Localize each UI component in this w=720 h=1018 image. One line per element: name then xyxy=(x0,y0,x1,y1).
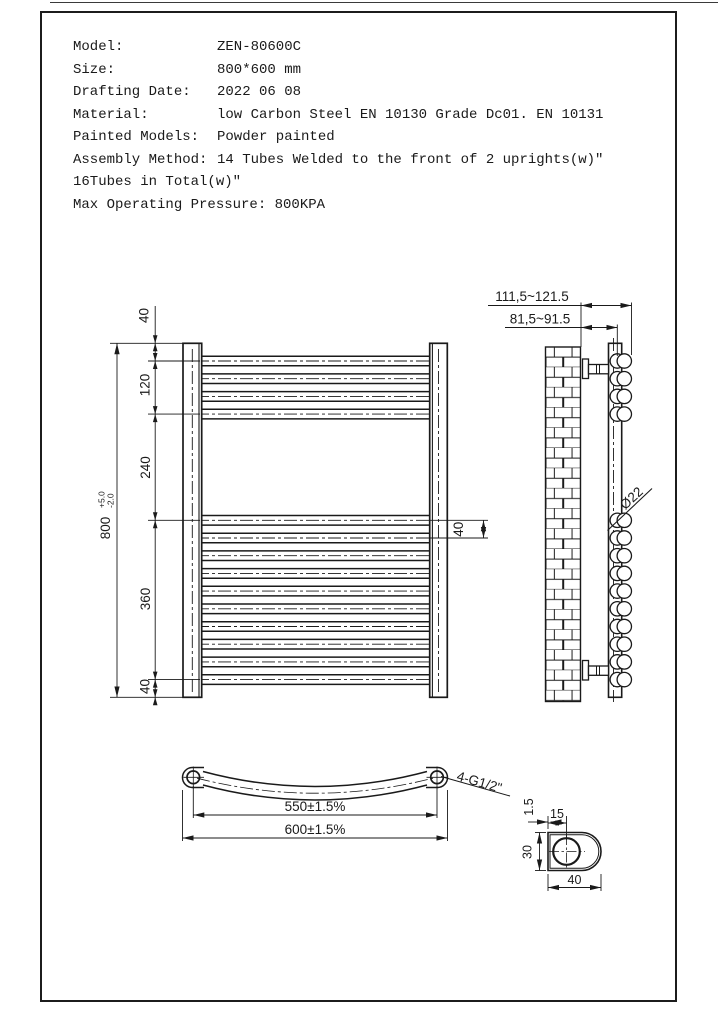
spec-label: Painted Models: xyxy=(73,129,200,145)
detail-dimensions xyxy=(528,816,601,891)
spec-note-line: 16Tubes in Total(w)" xyxy=(73,174,242,190)
spec-value: 800*600 mm xyxy=(217,61,302,78)
plan-curved-tube xyxy=(197,772,433,801)
dim-40-label: 40 xyxy=(567,873,582,887)
spec-value: low Carbon Steel EN 10130 Grade Dc01. EN 10131 xyxy=(217,106,604,123)
side-view xyxy=(488,289,652,702)
dim-30-label: 30 xyxy=(520,845,535,859)
spec-label: Size: xyxy=(73,61,116,78)
dim-120-label: 120 xyxy=(137,373,153,397)
profile-detail-view xyxy=(521,798,602,891)
spec-label: Model: xyxy=(73,39,124,55)
spec-pressure-line: Max Operating Pressure: 800KPA xyxy=(73,196,326,213)
dim-wall-thickness-label: 1.5 xyxy=(522,798,536,816)
dim-550-label: 550±1.5% xyxy=(284,799,346,814)
dim-overall-tol-minus: -2.0 xyxy=(105,493,116,508)
dim-wall-distance-max-label: 111,5~121.5 xyxy=(495,289,569,304)
dim-240-label: 240 xyxy=(138,456,153,479)
brick-wall xyxy=(546,347,581,702)
plan-left-fitting xyxy=(182,767,204,789)
dim-wall-distance-min-label: 81,5~91.5 xyxy=(509,311,571,327)
wall-bracket-bottom xyxy=(583,661,609,681)
dim-15-label: 15 xyxy=(550,807,564,821)
spec-value: 14 Tubes Welded to the front of 2 uprights(w)" xyxy=(217,151,604,168)
plan-view xyxy=(182,767,510,842)
spec-label: Material: xyxy=(73,106,149,123)
dim-360-label: 360 xyxy=(138,587,153,611)
dim-overall-height-label xyxy=(97,491,116,539)
svg-text:800: 800 xyxy=(98,516,113,540)
front-view xyxy=(97,306,489,705)
spec-label: Assembly Method: xyxy=(73,151,208,168)
dim-mid-40-label: 40 xyxy=(451,521,466,537)
dim-600-label: 600±1.5% xyxy=(284,822,346,837)
spec-value: 2022 06 08 xyxy=(217,84,302,100)
dim-top-40-label: 40 xyxy=(136,307,152,324)
connection-thread-label: 4-G1/2" xyxy=(455,768,504,796)
tube-diameter-label: Ø22 xyxy=(616,484,646,513)
spec-value: Powder painted xyxy=(217,129,335,145)
wall-bracket-top xyxy=(583,359,609,379)
dim-overall-tol-plus: +5.0 xyxy=(96,491,107,508)
front-tubes xyxy=(196,356,436,684)
spec-label: Drafting Date: xyxy=(73,84,191,100)
profile-centerlines xyxy=(549,835,585,868)
spec-value: ZEN-80600C xyxy=(217,39,302,55)
dim-bottom-40-label: 40 xyxy=(137,678,153,695)
